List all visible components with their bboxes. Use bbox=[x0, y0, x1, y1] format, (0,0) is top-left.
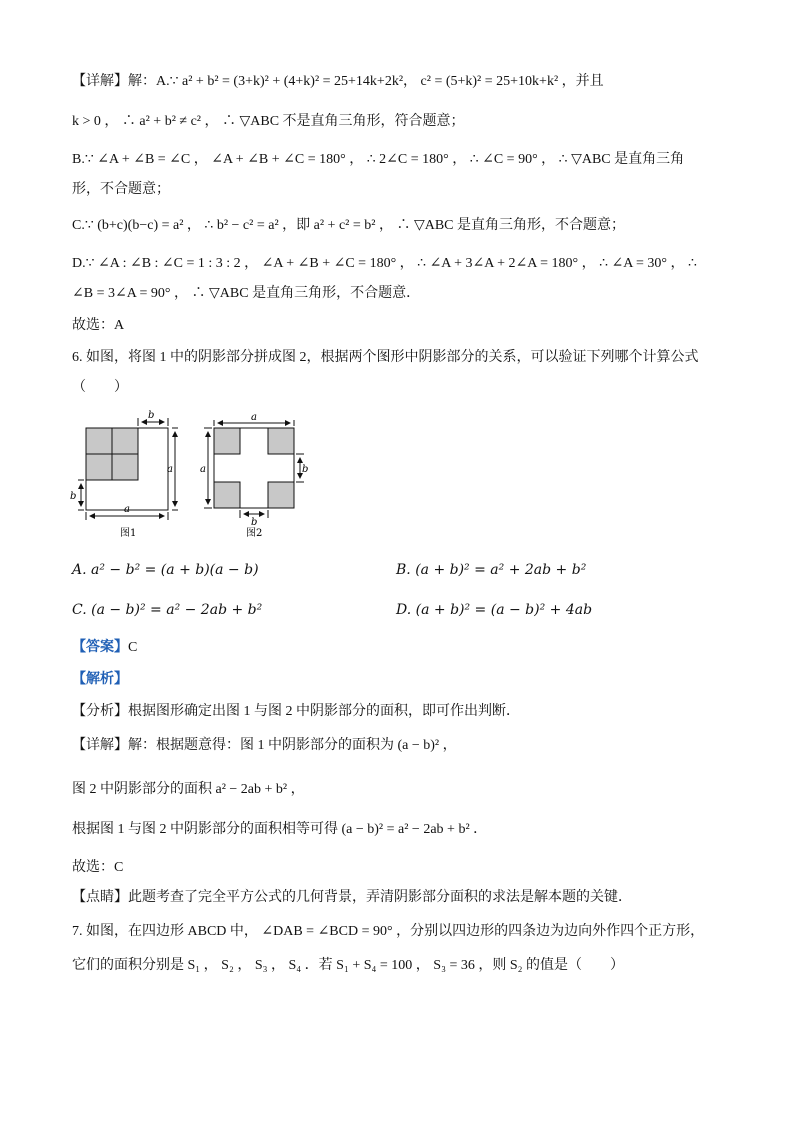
text-line: ∠B = 3∠A = 90° ， ∴ ▽ABC 是直角三角形，不合题意． bbox=[72, 286, 421, 301]
fig1-label-b-left: b bbox=[70, 491, 77, 502]
text-line: B.∵ ∠A + ∠B = ∠C ， ∠A + ∠B + ∠C = 180° ， ∴ 2∠C = 180° ， ∴ ∠C = 90° ， ∴ ▽ABC 是直角三角 bbox=[72, 152, 685, 167]
question-6-stem: 6. 如图，将图 1 中的阴影部分拼成图 2，根据两个图形中阴影部分的关系，可以验证下列哪个计算公式 bbox=[72, 350, 699, 365]
text-line: 【详解】解：A.∵ a² + b² = (3+k)² + (4+k)² = 25+14k+2k²， c² = (5+k)² = 25+10k+k² ，并且 bbox=[72, 74, 604, 89]
analysis-line bbox=[72, 670, 128, 690]
equal-area-line: 根据图 1 与图 2 中阴影部分的面积相等可得 (a − b)² = a² − 2ab + b² ． bbox=[72, 822, 488, 837]
dianjing-text: 此题考查了完全平方公式的几何背景，弄清阴影部分面积的求法是解本题的关键． bbox=[128, 890, 632, 905]
option-b[interactable]: B. (a + b)² = a² + 2ab + b² bbox=[396, 562, 587, 578]
figure-2-caption: 图2 bbox=[246, 528, 263, 539]
text-line: 故选：A bbox=[72, 318, 125, 333]
question-6-figures bbox=[68, 408, 328, 543]
fig2-label-a-left: a bbox=[200, 464, 206, 475]
question-6-bracket: （ ） bbox=[72, 380, 128, 395]
answer-label: 【答案】 bbox=[72, 640, 128, 655]
fig1-label-b-top: b bbox=[148, 410, 155, 421]
question-7-line-1: 7. 如图，在四边形 ABCD 中， ∠DAB = ∠BCD = 90° ，分别以四边形的四条边为边向外作四个正方形， bbox=[72, 924, 705, 939]
analysis-label: 【解析】 bbox=[72, 672, 128, 687]
detail-line bbox=[72, 736, 457, 756]
detail-label: 【详解】 bbox=[72, 738, 128, 753]
dianjing-label: 【点睛】 bbox=[72, 890, 128, 905]
option-d[interactable]: D. (a + b)² = (a − b)² + 4ab bbox=[396, 602, 593, 618]
figure-2 bbox=[200, 412, 308, 539]
fig2-label-b-bottom: b bbox=[251, 517, 258, 528]
option-c[interactable]: C. (a − b)² = a² − 2ab + b² bbox=[72, 602, 263, 618]
fig2-label-b-right: b bbox=[302, 464, 309, 475]
text-line: D.∵ ∠A : ∠B : ∠C = 1 : 3 : 2 ， ∠A + ∠B + ∠C = 180° ， ∴ ∠A + 3∠A + 2∠A = 180° ， ∴ ∠A = 30° ， ∴ bbox=[72, 256, 697, 271]
detail-text: 解：根据题意得：图 1 中阴影部分的面积为 (a − b)² ， bbox=[128, 738, 457, 753]
fenxi-line bbox=[72, 702, 520, 722]
answer-line bbox=[72, 638, 137, 658]
fig2-label-a-top: a bbox=[251, 412, 257, 423]
text-line: C.∵ (b+c)(b−c) = a² ， ∴ b² − c² = a² ，即 a² + c² = b² ， ∴ ▽ABC 是直角三角形，不合题意； bbox=[72, 218, 625, 233]
figure-1 bbox=[70, 410, 178, 539]
fenxi-text: 根据图形确定出图 1 与图 2 中阴影部分的面积，即可作出判断． bbox=[128, 704, 520, 719]
fenxi-label: 【分析】 bbox=[72, 704, 128, 719]
text-line: k > 0 ， ∴ a² + b² ≠ c² ， ∴ ▽ABC 不是直角三角形，符合题意； bbox=[72, 114, 465, 129]
figure-1-caption: 图1 bbox=[120, 528, 137, 539]
dianjing-line bbox=[72, 888, 632, 908]
fig1-label-a-bottom: a bbox=[124, 504, 130, 515]
question-7-line-2: 它们的面积分别是 S₁ ， S₂ ， S₃ ， S₄ ．若 S₁ + S₄ = 100 ， S₃ = 36 ，则 S₂ 的值是（ ） bbox=[72, 958, 625, 973]
option-a[interactable]: A. a² − b² = (a + b)(a − b) bbox=[72, 562, 259, 578]
answer-value: C bbox=[128, 640, 138, 655]
choice-line: 故选：C bbox=[72, 860, 124, 875]
fig2-area-line: 图 2 中阴影部分的面积 a² − 2ab + b² ， bbox=[72, 782, 305, 797]
text-line: 形，不合题意； bbox=[72, 182, 170, 197]
fig1-label-a-right: a bbox=[167, 464, 173, 475]
